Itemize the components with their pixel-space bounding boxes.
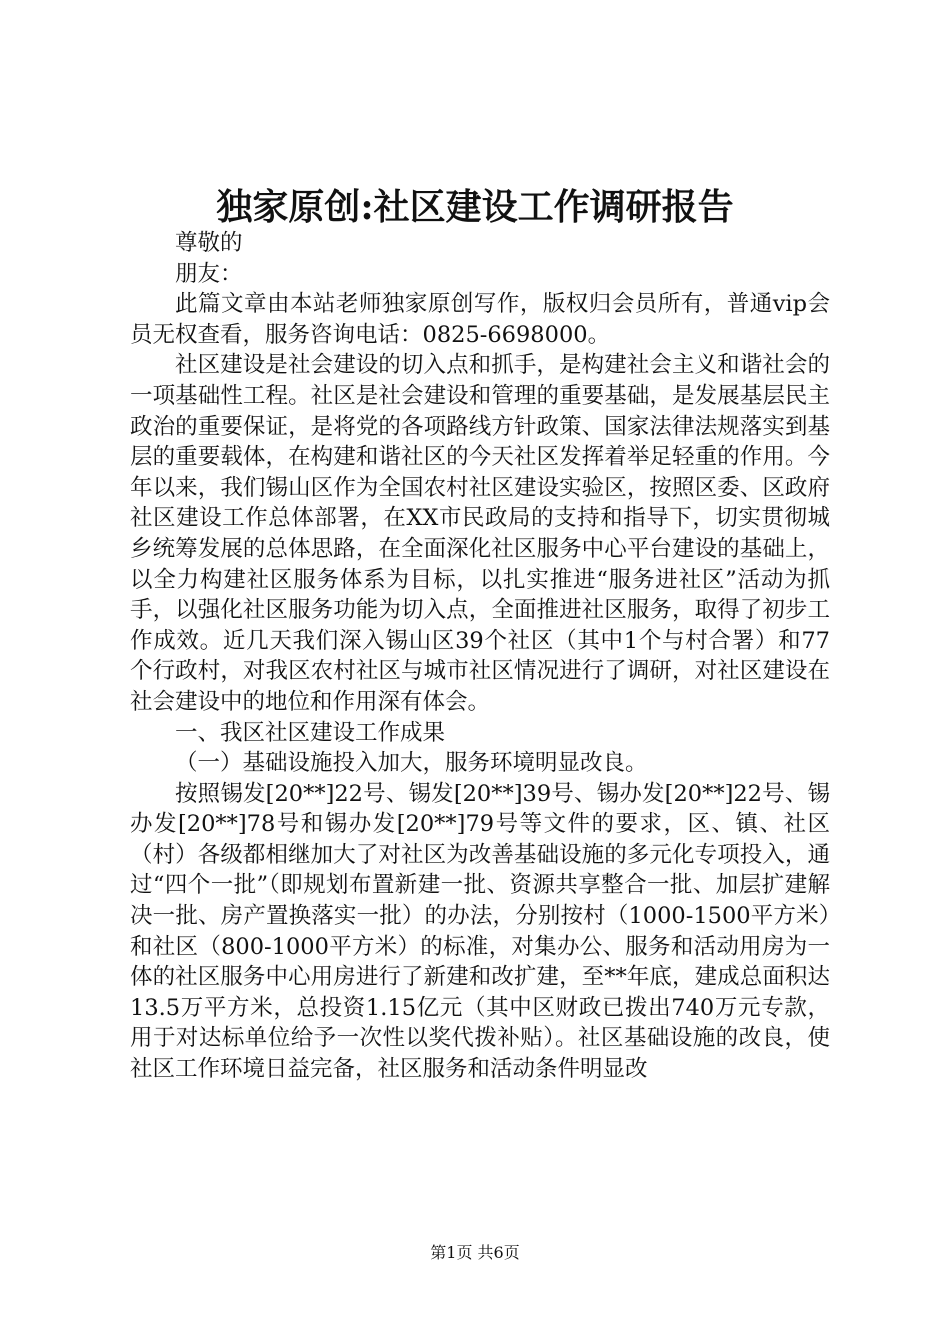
salutation-line-2: 朋友：	[175, 260, 243, 287]
subsection-heading: （一）基础设施投入加大，服务环境明显改良。	[175, 750, 648, 777]
section-heading: 一、我区社区建设工作成果	[175, 719, 446, 746]
document-body	[130, 228, 830, 1085]
salutation-line-1: 尊敬的	[175, 230, 243, 256]
document-title: 独家原创:社区建设工作调研报告	[216, 186, 734, 228]
page-footer: 第1页 共6页	[430, 1243, 520, 1262]
body-paragraph: 按照锡发[20**]22号、锡发[20**]39号、锡办发[20**]22号、锡办发[20**]78号和锡办发[20**]79号等文件的要求，区、镇、社区（村）各级都相继加大了对社区为改善基础设施的多元化专项投入，通过“四个一批”（即规划布置新建一批、资源共享整合一批、加层扩建解决一批、房产置换落实一批）的办法，分别按村（1000-1500平方米）和社区（800-1000平方米）的标准，对集办公、服务和活动用房为一体的社区服务中心用房进行了新建和改扩建，至**年底，建成总面积达13.5万平方米，总投资1.15亿元（其中区财政已拨出740万元专款，用于对达标单位给予一次性以奖代拨补贴）。社区基础设施的改良，使社区工作环境日益完备，社区服务和活动条件明显改	[130, 780, 830, 1083]
copyright-notice-paragraph: 此篇文章由本站老师独家原创写作，版权归会员所有，普通vip会员无权查看，服务咨询电话：0825-6698000。	[130, 291, 830, 348]
intro-paragraph: 社区建设是社会建设的切入点和抓手，是构建社会主义和谐社会的一项基础性工程。社区是社会建设和管理的重要基础，是发展基层民主政治的重要保证，是将党的各项路线方针政策、国家法律法规落实到基层的重要载体，在构建和谐社区的今天社区发挥着举足轻重的作用。今年以来，我们锡山区作为全国农村社区建设实验区，按照区委、区政府社区建设工作总体部署，在XX市民政局的支持和指导下，切实贯彻城乡统筹发展的总体思路，在全面深化社区服务中心平台建设的基础上，以全力构建社区服务体系为目标，以扎实推进“服务进社区”活动为抓手，以强化社区服务功能为切入点，全面推进社区服务，取得了初步工作成效。近几天我们深入锡山区39个社区（其中1个与村合署）和77个行政村，对我区农村社区与城市社区情况进行了调研，对社区建设在社会建设中的地位和作用深有体会。	[130, 352, 830, 715]
